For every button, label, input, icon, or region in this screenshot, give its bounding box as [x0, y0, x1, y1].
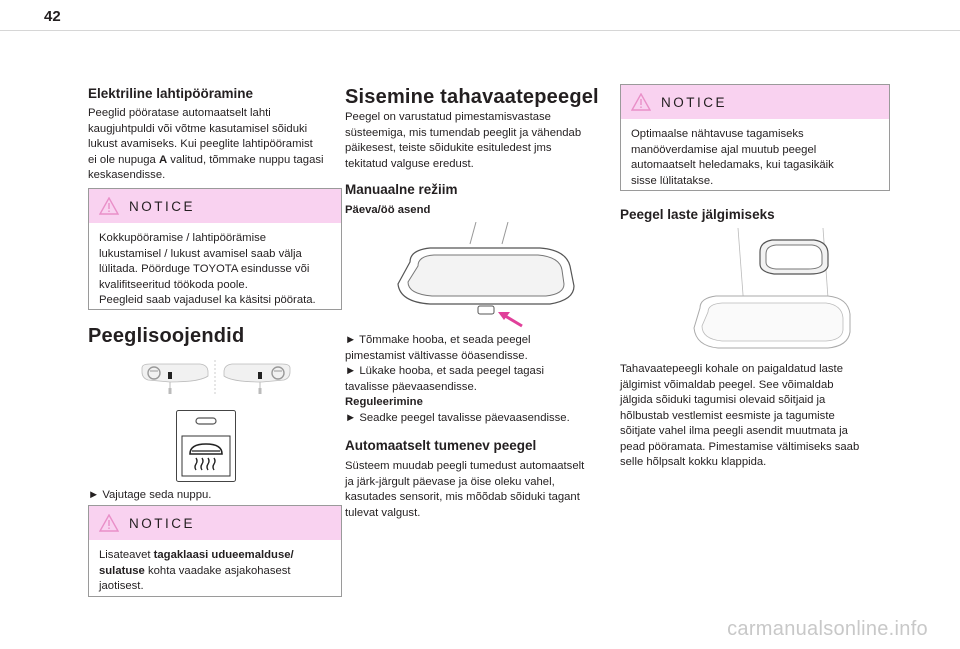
- section-title-interior-mirror: Sisemine tahavaatepeegel: [345, 86, 599, 108]
- step-line: tavalisse päevaasendisse.: [345, 380, 477, 393]
- section-body-auto-dimming: [345, 459, 620, 521]
- manual-steps: [345, 333, 615, 426]
- body-line: lukust avamiseks. Kui peeglite lahtipööramist: [88, 138, 313, 150]
- notice-header: [89, 506, 341, 540]
- notice-body: [621, 119, 889, 197]
- section-body-interior-mirror: [345, 110, 615, 172]
- label-day-night-position: Päeva/öö asend: [345, 204, 431, 216]
- button-a-ref: A: [158, 153, 168, 166]
- section-title-electric-folding: Elektriline lahtipööramine: [88, 86, 254, 101]
- step-line: ► Tõmmake hooba, et seada peegel: [345, 334, 531, 346]
- watermark: carmanualsonline.info: [727, 618, 928, 640]
- subsection-title-child-mirror: Peegel laste jälgimiseks: [620, 207, 775, 222]
- warning-icon: [631, 93, 651, 111]
- notice-line: sisse lülitatakse.: [631, 174, 714, 187]
- body-line: Peeglid pööratase automaatselt lahti: [88, 107, 271, 119]
- body-line: ei ole nupuga A valitud, tõmmake nuppu tagasi: [88, 153, 324, 166]
- notice-title: NOTICE: [129, 515, 196, 531]
- notice-line: Optimaalse nähtavuse tagamiseks: [631, 128, 804, 140]
- body-line: tekitatud valguse eredust.: [345, 157, 474, 170]
- body-line: Tahavaatepeegli kohale on paigaldatud laste: [620, 363, 843, 375]
- body-line: pead pööramata. Pimestamise vältimiseks saab: [620, 440, 860, 453]
- body-line: Süsteem muudab peegli tumedust automaatselt: [345, 460, 585, 472]
- side-mirrors-illustration: [140, 360, 300, 400]
- body-line: kaugjuhtpuldi või võtme kasutamisel sõiduki: [88, 122, 308, 135]
- warning-icon: [99, 514, 119, 532]
- body-line: ja järk-järgult päevase ja öise oleku vahel,: [345, 475, 555, 488]
- notice-body: [89, 223, 341, 317]
- body-line: sõitjate vahel ilma peegli asendit muutmata ja: [620, 425, 848, 437]
- section-body-child-mirror: [620, 362, 895, 471]
- notice-body: [89, 540, 341, 603]
- page-number: 42: [44, 8, 61, 25]
- body-line: jälgida sõiduki tagumisi olevaid sõitjaid ja: [620, 394, 826, 406]
- label-adjustment: Reguleerimine: [345, 396, 423, 408]
- section-body-electric-folding: [88, 106, 348, 184]
- notice-line: Peegleid saab vajadusel ka käsitsi pöörata.: [99, 294, 316, 306]
- step-line: ► Seadke peegel tavalisse päevaasendisse.: [345, 411, 570, 424]
- body-line: tulevat valgust.: [345, 506, 421, 519]
- notice-line: Lisateavet tagaklaasi udueemalduse/: [99, 549, 294, 561]
- body-line: Peegel on varustatud pimestamisvastase: [345, 111, 551, 123]
- body-line: süsteemiga, mis tumendab peeglit ja vähendab: [345, 126, 582, 139]
- notice-box-defrost: [88, 505, 342, 597]
- notice-box-folding: [88, 188, 342, 310]
- notice-line: kvalifitseeritud töökoda poole.: [99, 278, 248, 291]
- header-divider: [0, 30, 960, 31]
- notice-title: NOTICE: [661, 94, 728, 110]
- notice-line: Kokkupööramise / lahtipöörämise: [99, 232, 267, 244]
- notice-line: sulatuse kohta vaadake asjakohasest: [99, 564, 291, 577]
- notice-header: [89, 189, 341, 223]
- notice-box-reverse: [620, 84, 890, 191]
- notice-line: lülitada. Pöörduge TOYOTA esindusse või: [99, 263, 310, 275]
- section-title-mirror-heaters: Peeglisoojendid: [88, 325, 245, 347]
- body-line: päikesest, teiste sõidukite esituledest jms: [345, 142, 552, 154]
- warning-icon: [99, 197, 119, 215]
- body-line: kasutades sensorit, mis mõõdab sõiduki tagant: [345, 491, 580, 503]
- instruction-press-button: ► Vajutage seda nuppu.: [88, 489, 212, 501]
- step-line: pimestamist vältivasse ööasendisse.: [345, 349, 528, 362]
- notice-line: automaatselt heledamaks, kui tagasikäik: [631, 159, 834, 171]
- notice-header: [621, 85, 889, 119]
- subsection-title-auto-dimming: Automaatselt tumenev peegel: [345, 438, 537, 453]
- body-line: hõlbustab vestlemist eesmiste ja tagumiste: [620, 409, 835, 422]
- rear-defrost-button-illustration: [176, 410, 236, 482]
- step-line: ► Lükake hooba, et sada peegel tagasi: [345, 365, 544, 377]
- body-line: selle hõlpsalt kokku klappida.: [620, 456, 767, 468]
- child-monitor-mirror-illustration: [688, 228, 858, 356]
- body-line: keskasendisse.: [88, 169, 166, 181]
- notice-line: jaotisest.: [99, 580, 144, 592]
- notice-line: lukustamisel / lukust avamisel saab välja: [99, 247, 302, 260]
- subsection-title-manual-mode: Manuaalne režiim: [345, 182, 458, 197]
- notice-line: manööverdamise ajal muutub peegel: [631, 143, 817, 156]
- notice-title: NOTICE: [129, 198, 196, 214]
- interior-mirror-illustration: [390, 222, 580, 330]
- body-line: jälgimist võimaldab peegel. See võimaldab: [620, 378, 834, 391]
